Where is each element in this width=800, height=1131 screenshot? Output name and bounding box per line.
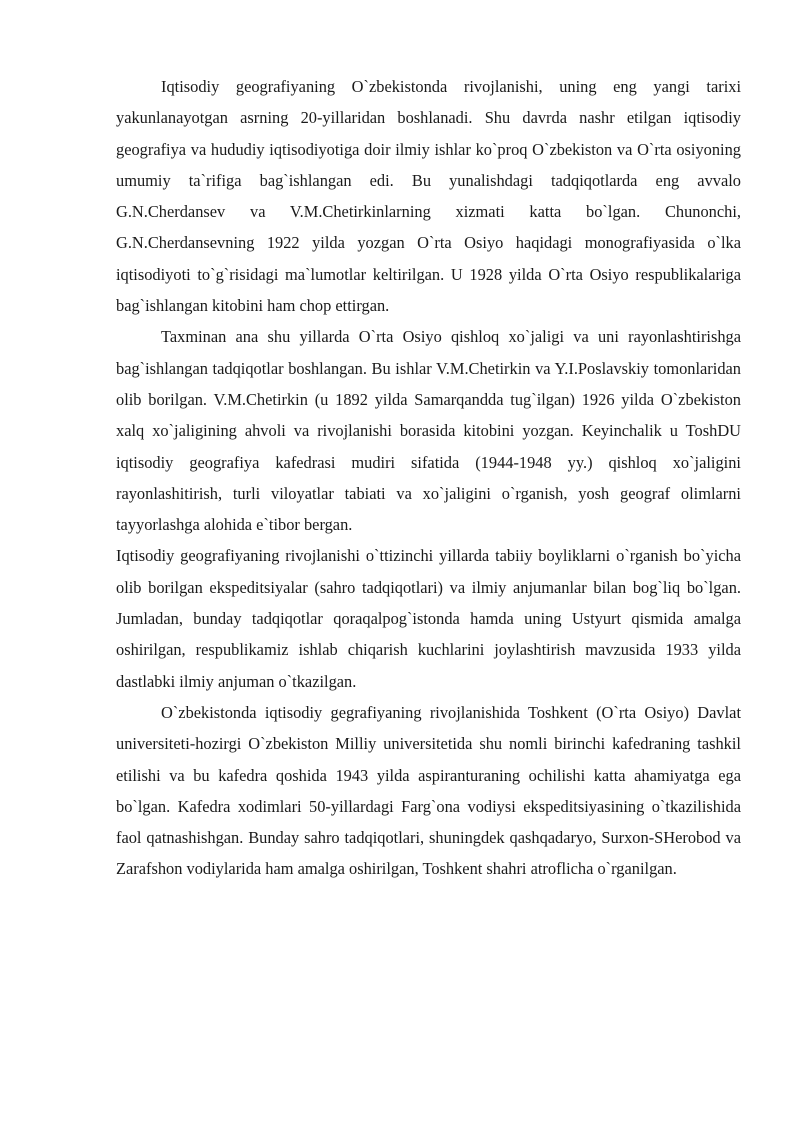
document-page <box>116 71 741 885</box>
paragraph-2: Taxminan ana shu yillarda O`rta Osiyo qishloq xo`jaligi va uni rayonlashtirishga bag`ishlangan tadqiqotlar boshlangan. Bu ishlar V.M.Chetirkin va Y.I.Poslavskiy tomonlaridan olib borilgan. V.M.Chetirkin (u 1892 yilda Samarqandda tug`ilgan) 1926 yilda O`zbekiston xalq xo`jaligining ahvoli va rivojlanishi borasida kitobini yozgan. Keyinchalik u ToshDU iqtisodiy geografiya kafedrasi mudiri sifatida (1944-1948 yy.) qishloq xo`jaligini rayonlashitirish, turli viloyatlar tabiati va xo`jaligini o`rganish, yosh geograf olimlarni tayyorlashga alohida e`tibor bergan. <box>116 327 741 535</box>
paragraph-1: Iqtisodiy geografiyaning O`zbekistonda rivojlanishi, uning eng yangi tarixi yakunlanayotgan asrning 20-yillaridan boshlanadi. Shu davrda nashr etilgan iqtisodiy geografiya va hududiy iqtisodiyotiga doir ilmiy ishlar ko`proq O`zbekiston va O`rta osiyoning umumiy ta`rifiga bag`ishlangan edi. Bu yunalishdagi tadqiqotlarda eng avvalo G.N.Cherdansev va V.M.Chetirkinlarning xizmati katta bo`lgan. Chunonchi, G.N.Cherdansevning 1922 yilda yozgan O`rta Osiyo haqidagi monografiyasida o`lka iqtisodiyoti to`g`risidagi ma`lumotlar keltirilgan. U 1928 yilda O`rta Osiyo respublikalariga bag`ishlangan kitobini ham chop ettirgan. <box>116 77 741 316</box>
paragraph-4: O`zbekistonda iqtisodiy gegrafiyaning rivojlanishida Toshkent (O`rta Osiyo) Davlat universiteti-hozirgi O`zbekiston Milliy universitetida shu nomli birinchi kafedraning tashkil etilishi va bu kafedra qoshida 1943 yilda aspiranturaning ochilishi katta ahamiyatga ega bo`lgan. Kafedra xodimlari 50-yillardagi Farg`ona vodiysi ekspeditsiyasining o`tkazilishida faol qatnashishgan. Bunday sahro tadqiqotlari, shuningdek qashqadaryo, Surxon-SHerobod va Zarafshon vodiylarida ham amalga oshirilgan, Toshkent shahri atroflicha o`rganilgan. <box>116 702 741 879</box>
paragraph-3: Iqtisodiy geografiyaning rivojlanishi o`ttizinchi yillarda tabiiy boyliklarni o`rganish bo`yicha olib borilgan ekspeditsiyalar (sahro tadqiqotlari) va ilmiy anjumanlar bilan bog`liq bo`lgan. Jumladan, bunday tadqiqotlar qoraqalpog`istonda hamda uning Ustyurt qismida amalga oshirilgan, respublikamiz ishlab chiqarish kuchlarini joylashtirish mavzusida 1933 yilda dastlabki ilmiy anjuman o`tkazilgan. <box>116 546 741 691</box>
